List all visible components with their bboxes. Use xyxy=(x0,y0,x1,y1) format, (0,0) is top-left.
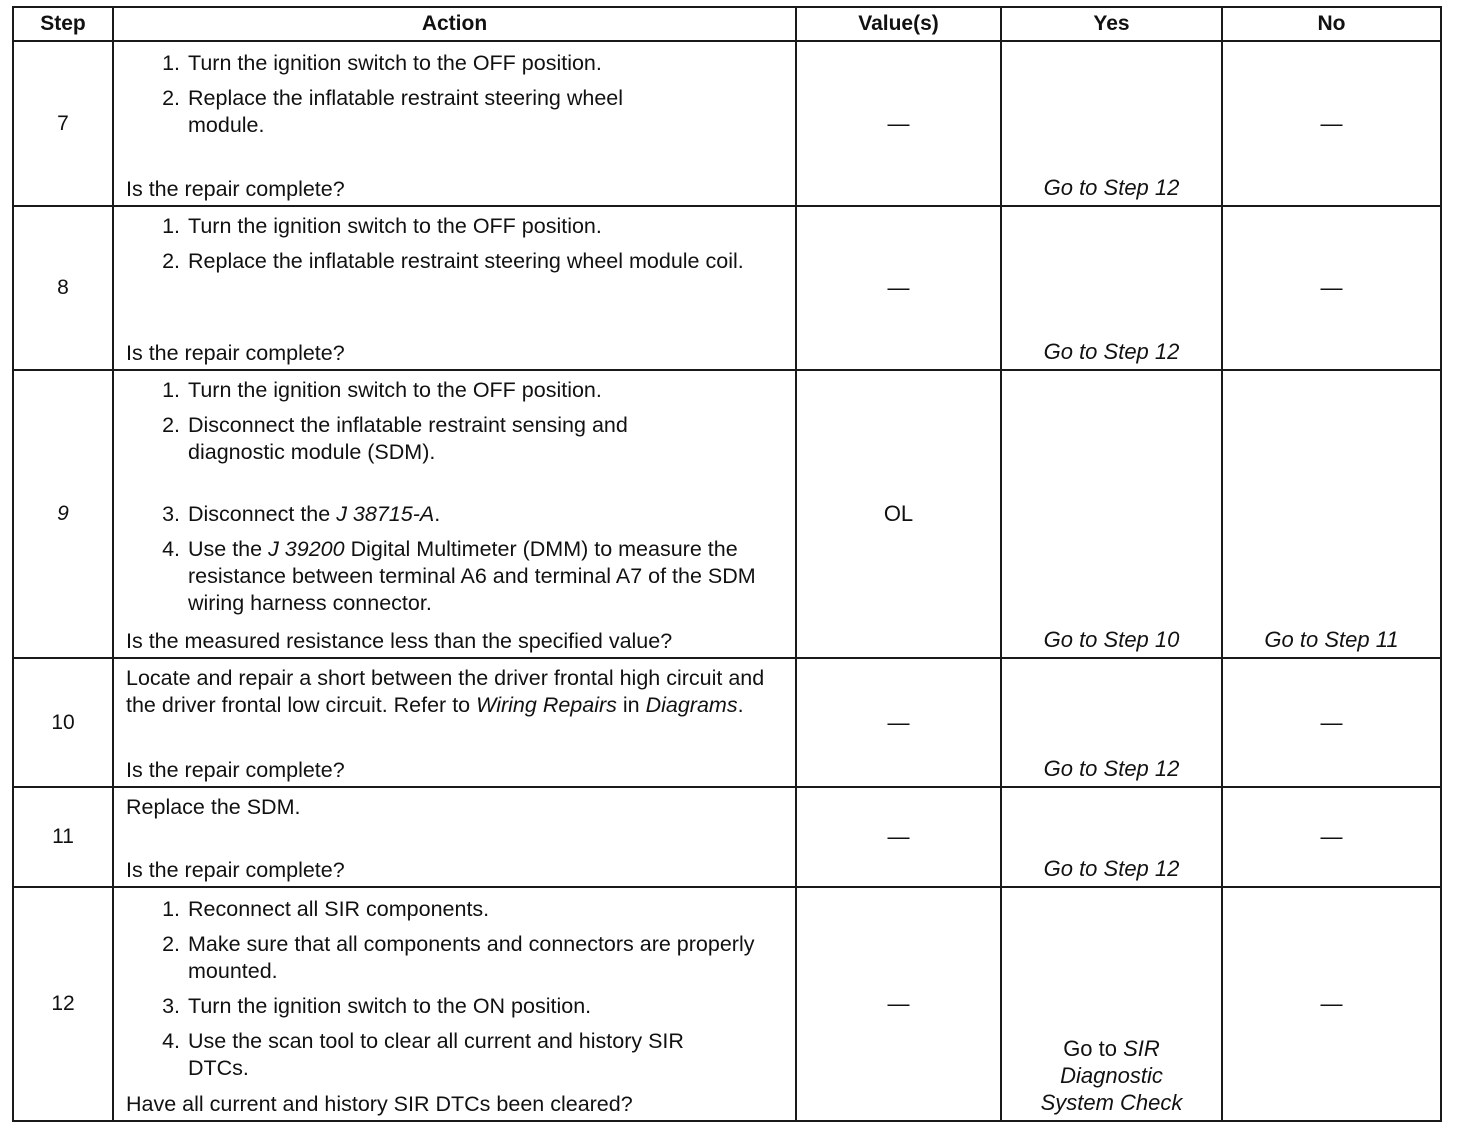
no-cell xyxy=(1222,41,1441,206)
question-text: Is the repair complete? xyxy=(126,177,345,201)
value-cell: — xyxy=(796,41,1001,206)
action-cell xyxy=(113,370,796,658)
value-cell: — xyxy=(796,658,1001,787)
list-item: 1. Turn the ignition switch to the OFF position. xyxy=(162,51,602,75)
list-item: 2. Replace the inflatable restraint steering wheel module. xyxy=(162,86,624,137)
table-row xyxy=(13,887,1441,1121)
question-text: Is the repair complete? xyxy=(126,758,345,782)
no-value: — xyxy=(1320,709,1343,735)
list-item: 1. Turn the ignition switch to the OFF position. xyxy=(162,214,602,238)
table-row xyxy=(13,206,1441,370)
table-row xyxy=(13,787,1441,887)
list-item: 3. Disconnect the J 38715-A. xyxy=(162,502,441,526)
yes-cell xyxy=(1001,206,1222,370)
yes-link[interactable]: Go to Step 12 xyxy=(1043,856,1180,881)
list-item: 3. Turn the ignition switch to the ON position. xyxy=(162,994,592,1018)
yes-link[interactable]: Go to SIR Diagnostic System Check xyxy=(1040,1036,1183,1115)
value-cell: — xyxy=(796,206,1001,370)
step-number: 9 xyxy=(13,370,113,658)
no-cell xyxy=(1222,887,1441,1121)
tool-name: J 38715-A xyxy=(336,502,435,526)
no-value: — xyxy=(1320,824,1343,849)
no-value: — xyxy=(1320,275,1343,300)
question-text: Is the repair complete? xyxy=(126,341,345,365)
yes-cell xyxy=(1001,658,1222,787)
action-cell xyxy=(113,41,796,206)
no-cell xyxy=(1222,787,1441,887)
yes-link[interactable]: Go to Step 12 xyxy=(1043,175,1180,200)
action-text: Replace the SDM. xyxy=(126,795,301,819)
no-cell xyxy=(1222,658,1441,787)
no-value: — xyxy=(1320,110,1343,136)
action-text: Locate and repair a short between the driver frontal high circuit and the driver frontal low circuit. Refer to Wiring Repairs in Diagrams. xyxy=(126,666,765,717)
value-cell: — xyxy=(796,787,1001,887)
list-item: 1. Turn the ignition switch to the OFF position. xyxy=(162,378,602,402)
ref-link[interactable]: Diagrams xyxy=(645,693,738,717)
list-item: 2. Make sure that all components and connectors are properly mounted. xyxy=(162,932,755,983)
yes-cell xyxy=(1001,370,1222,658)
step-number: 12 xyxy=(13,887,113,1121)
list-item: 4. Use the scan tool to clear all current and history SIR DTCs. xyxy=(162,1029,684,1080)
yes-cell xyxy=(1001,887,1222,1121)
step-number: 10 xyxy=(13,658,113,787)
no-value: — xyxy=(1320,991,1343,1016)
action-cell xyxy=(113,887,796,1121)
yes-link[interactable]: Go to Step 12 xyxy=(1043,339,1180,364)
question-text: Is the repair complete? xyxy=(126,858,345,882)
header-no: No xyxy=(1222,7,1441,41)
question-text: Is the measured resistance less than the specified value? xyxy=(126,629,673,653)
yes-cell xyxy=(1001,41,1222,206)
step-number: 7 xyxy=(13,41,113,206)
list-item: 4. Use the J 39200 Digital Multimeter (DMM) to measure the resistance between terminal A6 and terminal A7 of the SDM wiring harness connector. xyxy=(162,537,756,615)
yes-cell xyxy=(1001,787,1222,887)
table-row xyxy=(13,41,1441,206)
header-yes: Yes xyxy=(1001,7,1222,41)
header-row xyxy=(13,7,1441,41)
list-item: 2. Replace the inflatable restraint steering wheel module coil. xyxy=(162,249,744,273)
yes-link[interactable]: Go to Step 12 xyxy=(1043,756,1180,781)
no-cell xyxy=(1222,206,1441,370)
no-link[interactable]: Go to Step 11 xyxy=(1264,627,1399,652)
table-row xyxy=(13,370,1441,658)
value-cell: — xyxy=(796,887,1001,1121)
action-cell xyxy=(113,658,796,787)
header-action: Action xyxy=(113,7,796,41)
no-cell xyxy=(1222,370,1441,658)
list-item: 1. Reconnect all SIR components. xyxy=(162,897,490,921)
question-text: Have all current and history SIR DTCs been cleared? xyxy=(126,1092,633,1116)
action-cell xyxy=(113,206,796,370)
table-row xyxy=(13,658,1441,787)
list-item: 2. Disconnect the inflatable restraint sensing and diagnostic module (SDM). xyxy=(162,413,628,464)
step-number: 11 xyxy=(13,787,113,887)
header-values: Value(s) xyxy=(796,7,1001,41)
header-step: Step xyxy=(13,7,113,41)
diagnostic-table xyxy=(12,6,1442,1122)
tool-name: J 39200 xyxy=(268,537,345,561)
value-cell: OL xyxy=(796,370,1001,658)
action-cell xyxy=(113,787,796,887)
yes-link[interactable]: Go to Step 10 xyxy=(1043,627,1180,652)
ref-link[interactable]: Wiring Repairs xyxy=(476,693,617,717)
step-number: 8 xyxy=(13,206,113,370)
